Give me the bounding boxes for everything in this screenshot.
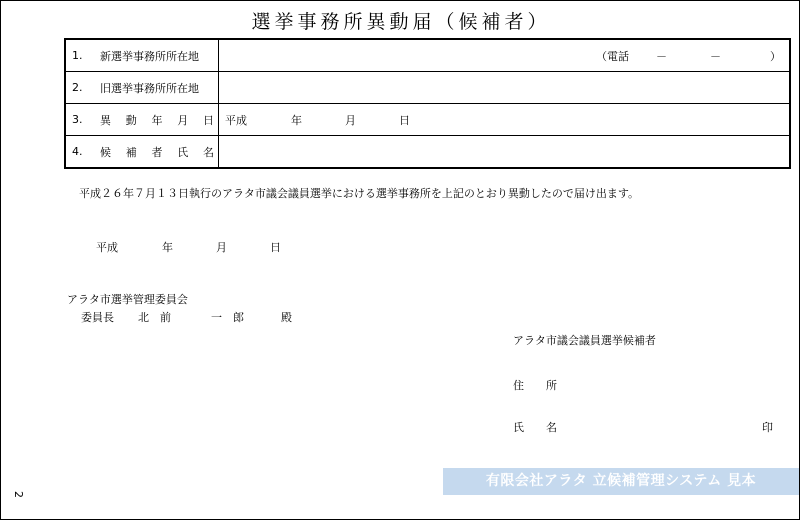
phone-field xyxy=(219,48,789,64)
row-label: 候 補 者 氏 名 xyxy=(100,145,214,159)
phone-dash-2: － xyxy=(710,49,721,63)
phone-open: （電話 xyxy=(596,49,629,63)
row-number: 4. xyxy=(72,145,83,158)
old-office-address-field[interactable] xyxy=(219,72,791,104)
recipient-org: アラタ市選挙管理委員会 xyxy=(67,293,188,306)
watermark-banner: 有限会社アラタ 立候補管理システム 見本 xyxy=(443,468,799,495)
table-row xyxy=(65,136,790,169)
transfer-date-value: 平成 年 月 日 xyxy=(225,113,410,127)
table-row xyxy=(65,72,790,104)
row-number: 1. xyxy=(72,49,83,62)
candidate-name-label: 氏 名 xyxy=(513,421,557,434)
recipient-name: 委員長 北 前 一 郎 殿 xyxy=(81,311,292,324)
phone-close: ） xyxy=(770,49,781,63)
table-row xyxy=(65,39,790,72)
candidate-heading: アラタ市議会議員選挙候補者 xyxy=(513,334,656,347)
row-label: 新選挙事務所所在地 xyxy=(100,49,199,63)
transfer-date-field[interactable] xyxy=(219,104,791,136)
seal-mark: 印 xyxy=(762,421,773,434)
new-office-address-field[interactable] xyxy=(219,39,791,72)
row-number: 2. xyxy=(72,81,83,94)
table-row xyxy=(65,104,790,136)
statement-text: 平成２６年７月１３日執行のアラタ市議会議員選挙における選挙事務所を上記のとおり異動したので届け出ます。 xyxy=(79,187,640,200)
row-label-cell xyxy=(65,39,219,72)
row-label: 異 動 年 月 日 xyxy=(100,113,214,127)
candidate-address-label: 住 所 xyxy=(513,379,557,392)
row-label-cell xyxy=(65,136,219,169)
phone-dash-1: － xyxy=(656,49,667,63)
sign-date: 平成 年 月 日 xyxy=(96,241,281,254)
row-label-cell xyxy=(65,72,219,104)
row-label-cell xyxy=(65,104,219,136)
form-table xyxy=(64,38,791,169)
row-label: 旧選挙事務所所在地 xyxy=(100,81,199,95)
candidate-name-field[interactable] xyxy=(219,136,791,169)
page-number: 2 xyxy=(12,491,25,498)
row-number: 3. xyxy=(72,113,83,126)
page-title: 選挙事務所異動届（候補者） xyxy=(251,11,551,33)
